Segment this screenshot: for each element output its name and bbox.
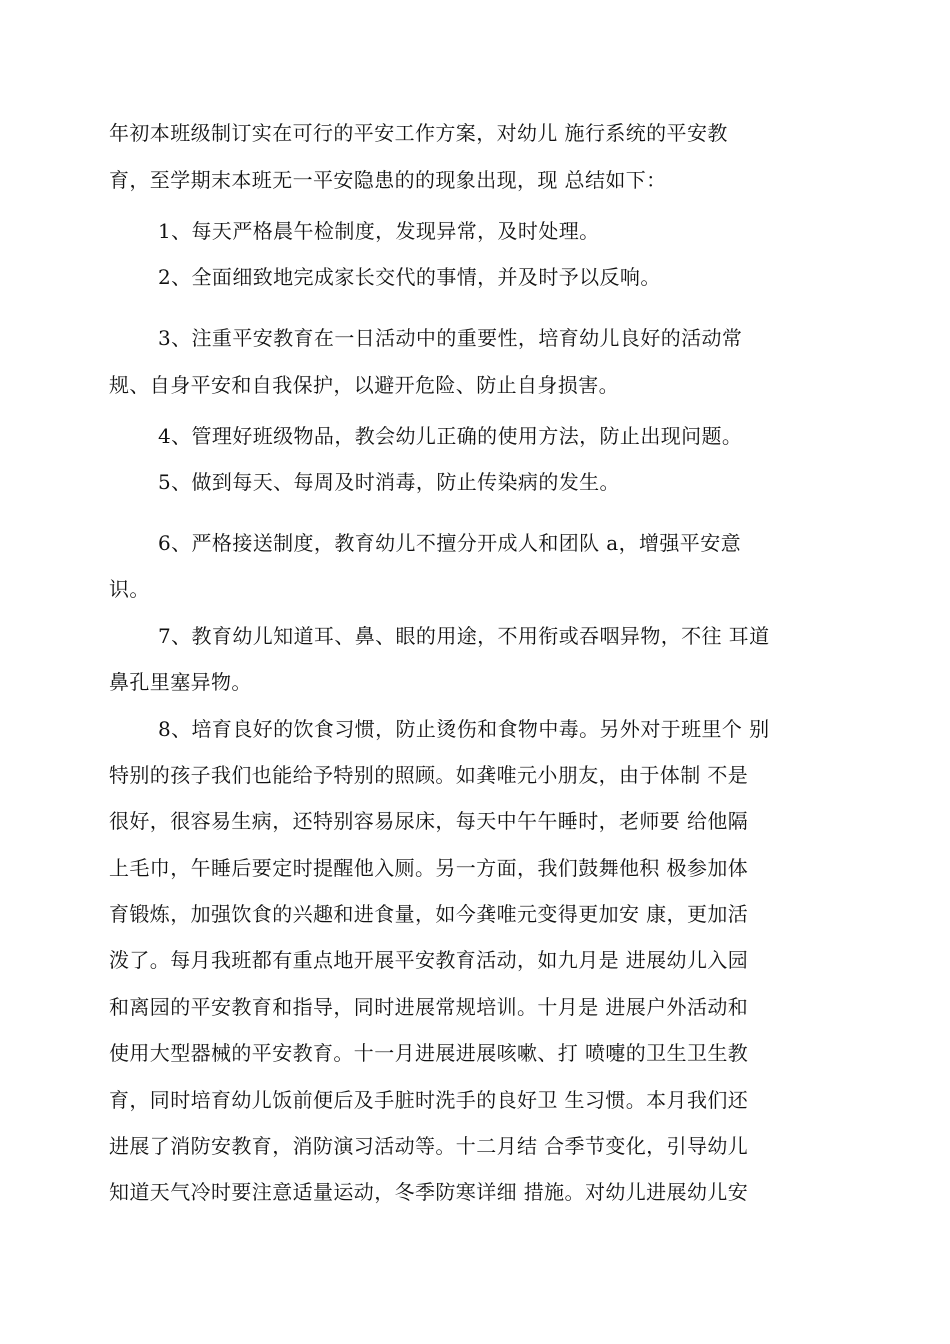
list-item-8-cont: 特别的孩子我们也能给予特别的照顾。如龚唯元小朋友，由于体制 不是 <box>109 763 749 787</box>
list-item-5: 5、做到每天、每周及时消毒，防止传染病的发生。 <box>158 470 620 494</box>
list-item-8-cont: 使用大型器械的平安教育。十一月进展进展咳嗽、打 喷嚏的卫生卫生教 <box>109 1041 749 1065</box>
list-item-8-cont: 上毛巾，午睡后要定时提醒他入厕。另一方面，我们鼓舞他积 极参加体 <box>109 856 749 880</box>
list-item-8-cont: 进展了消防安教育，消防演习活动等。十二月结 合季节变化，引导幼儿 <box>109 1134 749 1158</box>
list-item-8-cont: 知道天气冷时要注意适量运动，冬季防寒详细 措施。对幼儿进展幼儿安 <box>109 1180 749 1204</box>
list-item-8: 8、培育良好的饮食习惯，防止烫伤和食物中毒。另外对于班里个 别 <box>158 717 770 741</box>
list-item-2: 2、全面细致地完成家长交代的事情，并及时予以反响。 <box>158 265 661 289</box>
list-item-6-cont: 识。 <box>109 577 150 601</box>
list-item-8-cont: 泼了。每月我班都有重点地开展平安教育活动，如九月是 进展幼儿入园 <box>109 948 749 972</box>
list-item-7-cont: 鼻孔里塞异物。 <box>109 670 252 694</box>
list-item-7: 7、教育幼儿知道耳、鼻、眼的用途，不用衔或吞咽异物，不往 耳道 <box>158 624 770 648</box>
intro-line: 育，至学期末本班无一平安隐患的的现象出现，现 总结如下： <box>109 168 667 192</box>
list-item-8-cont: 育，同时培育幼儿饭前便后及手脏时洗手的良好卫 生习惯。本月我们还 <box>109 1088 749 1112</box>
list-item-8-cont: 育锻炼，加强饮食的兴趣和进食量，如今龚唯元变得更加安 康，更加活 <box>109 902 749 926</box>
list-item-6: 6、严格接送制度，教育幼儿不擅分开成人和团队 a，增强平安意 <box>158 531 742 555</box>
list-item-3-cont: 规、自身平安和自我保护，以避开危险、防止自身损害。 <box>109 373 619 397</box>
list-item-4: 4、管理好班级物品，教会幼儿正确的使用方法，防止出现问题。 <box>158 424 743 448</box>
list-item-3: 3、注重平安教育在一日活动中的重要性，培育幼儿良好的活动常 <box>158 326 743 350</box>
list-item-8-cont: 很好，很容易生病，还特别容易尿床，每天中午午睡时，老师要 给他隔 <box>109 809 749 833</box>
list-item-1: 1、每天严格晨午检制度，发现异常，及时处理。 <box>158 219 600 243</box>
intro-line: 年初本班级制订实在可行的平安工作方案，对幼儿 施行系统的平安教 <box>109 121 728 145</box>
list-item-8-cont: 和离园的平安教育和指导，同时进展常规培训。十月是 进展户外活动和 <box>109 995 749 1019</box>
